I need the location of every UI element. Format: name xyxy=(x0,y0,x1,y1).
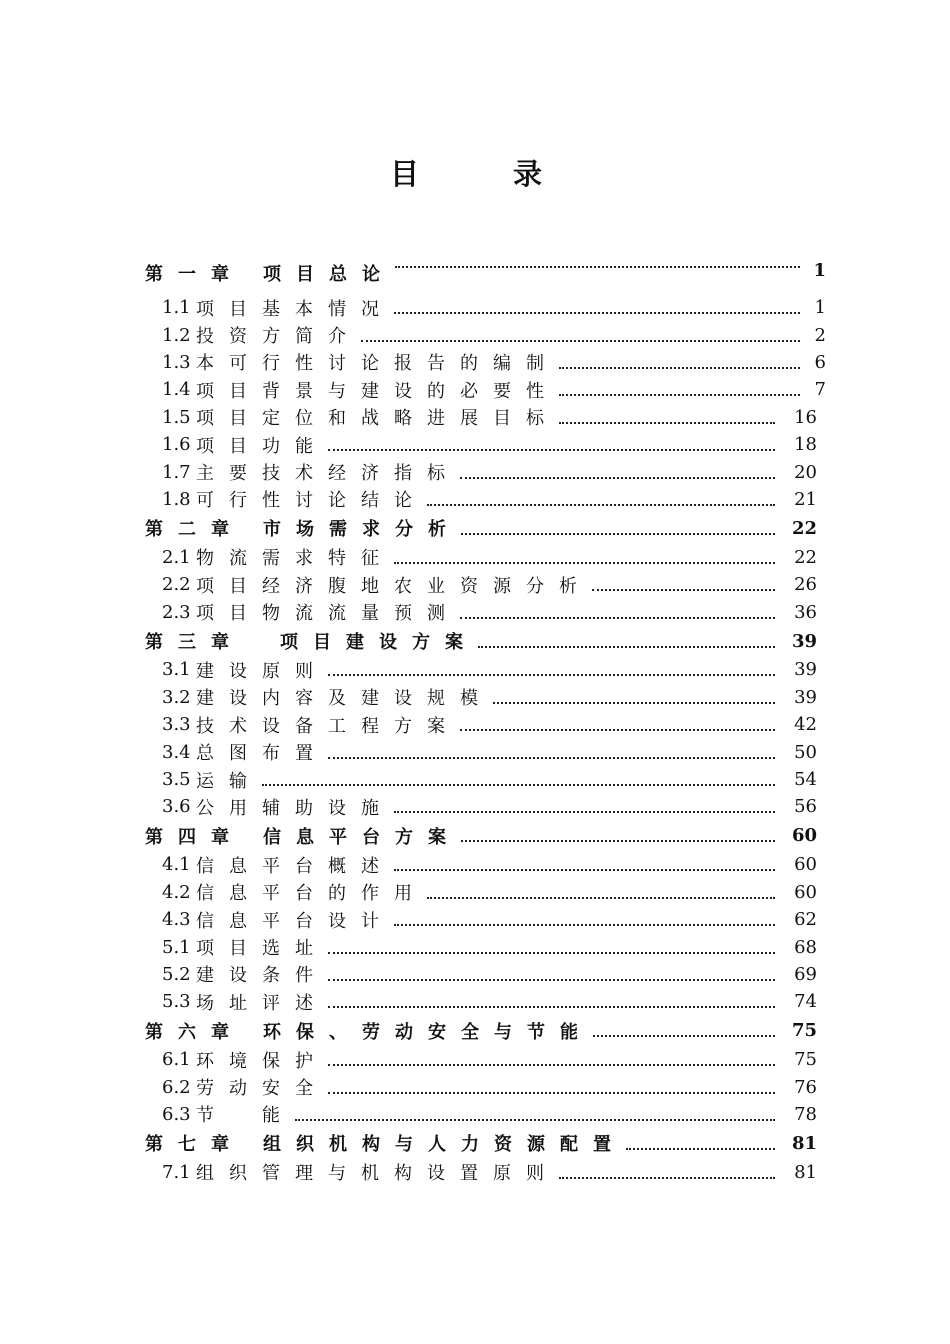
entry-page-number: 81 xyxy=(794,1161,817,1183)
entry-title: 市场需求分析 xyxy=(263,519,461,541)
entry-title: 建设原则 xyxy=(196,660,328,682)
entry-page-number: 60 xyxy=(791,825,817,847)
toc-section-row[interactable] xyxy=(0,879,950,906)
dot-leader xyxy=(394,810,775,813)
dot-leader xyxy=(295,1118,775,1121)
dot-leader xyxy=(592,588,775,591)
entry-number: 第四章 xyxy=(145,826,244,848)
toc-section-row[interactable] xyxy=(0,544,950,571)
entry-title: 环境保护 xyxy=(196,1050,328,1072)
entry-title: 物流需求特征 xyxy=(196,548,394,570)
entry-page-number: 7 xyxy=(814,379,826,401)
entry-title: 信息平台设计 xyxy=(196,910,394,932)
entry-page-number: 76 xyxy=(794,1076,817,1098)
dot-leader xyxy=(328,951,775,954)
entry-page-number: 39 xyxy=(794,686,817,708)
toc-section-row[interactable] xyxy=(0,988,950,1015)
entry-number: 1.3 xyxy=(162,351,191,373)
entry-page-number: 54 xyxy=(794,769,817,791)
toc-section-row[interactable] xyxy=(0,1073,950,1100)
toc-section-row[interactable] xyxy=(0,486,950,513)
entry-title: 主要技术经济指标 xyxy=(196,463,460,485)
entry-page-number: 75 xyxy=(791,1020,817,1042)
entry-page-number: 22 xyxy=(791,517,817,539)
entry-number: 第六章 xyxy=(145,1021,244,1043)
dot-leader xyxy=(262,783,775,786)
dot-leader xyxy=(328,1063,775,1066)
toc-section-row[interactable] xyxy=(0,711,950,738)
entry-page-number: 56 xyxy=(794,796,817,818)
entry-title: 信息平台的作用 xyxy=(196,883,427,905)
entry-number: 3.6 xyxy=(162,796,191,818)
entry-number: 1.8 xyxy=(162,488,191,510)
dot-leader xyxy=(394,868,775,871)
entry-number: 1.7 xyxy=(162,461,191,483)
entry-title: 劳动安全 xyxy=(196,1078,328,1100)
entry-page-number: 50 xyxy=(794,741,817,763)
toc-chapter-row[interactable] xyxy=(0,258,950,294)
entry-title: 投资方简介 xyxy=(196,326,361,348)
toc-chapter-row[interactable] xyxy=(0,1128,950,1159)
entry-number: 4.2 xyxy=(162,881,191,903)
entry-title: 项目物流流量预测 xyxy=(196,603,460,625)
entry-page-number: 60 xyxy=(794,881,817,903)
dot-leader xyxy=(328,756,775,759)
entry-page-number: 36 xyxy=(794,601,817,623)
entry-number: 3.4 xyxy=(162,741,191,763)
page-title: 目 录 xyxy=(389,157,585,191)
entry-number: 1.4 xyxy=(162,379,191,401)
entry-number: 4.1 xyxy=(162,854,191,876)
entry-title: 项目定位和战略进展目标 xyxy=(196,408,559,430)
toc-section-row[interactable] xyxy=(0,933,950,960)
entry-number: 4.3 xyxy=(162,909,191,931)
table-of-contents xyxy=(0,258,950,1186)
toc-section-row[interactable] xyxy=(0,961,950,988)
toc-section-row[interactable] xyxy=(0,571,950,598)
toc-chapter-row[interactable] xyxy=(0,1015,950,1046)
dot-leader xyxy=(361,339,800,342)
entry-number: 6.3 xyxy=(162,1103,191,1125)
entry-page-number: 22 xyxy=(794,546,817,568)
dot-leader xyxy=(461,839,775,842)
toc-section-row[interactable] xyxy=(0,404,950,431)
dot-leader xyxy=(460,616,775,619)
entry-number: 第一章 xyxy=(145,264,244,285)
entry-page-number: 74 xyxy=(794,991,817,1013)
entry-number: 5.1 xyxy=(162,936,191,958)
entry-title: 组织管理与机构设置原则 xyxy=(196,1163,559,1185)
entry-title: 节 能 xyxy=(196,1105,295,1127)
entry-title: 本可行性讨论报告的编制 xyxy=(196,353,559,375)
entry-title: 项目功能 xyxy=(196,435,328,457)
entry-page-number: 20 xyxy=(794,461,817,483)
entry-number: 3.5 xyxy=(162,769,191,791)
entry-page-number: 68 xyxy=(794,936,817,958)
entry-title: 项目建设方案 xyxy=(280,632,478,654)
entry-title: 技术设备工程方案 xyxy=(196,715,460,737)
entry-page-number: 42 xyxy=(794,714,817,736)
dot-leader xyxy=(559,366,800,369)
entry-number: 2.3 xyxy=(162,601,191,623)
entry-title: 公用辅助设施 xyxy=(196,797,394,819)
toc-section-row[interactable] xyxy=(0,321,950,348)
dot-leader xyxy=(559,421,775,424)
dot-leader xyxy=(328,978,775,981)
dot-leader xyxy=(328,1091,775,1094)
entry-page-number: 39 xyxy=(794,659,817,681)
entry-number: 1.2 xyxy=(162,324,191,346)
entry-page-number: 75 xyxy=(794,1049,817,1071)
entry-page-number: 16 xyxy=(794,406,817,428)
dot-leader xyxy=(328,448,775,451)
toc-chapter-row[interactable] xyxy=(0,626,950,657)
entry-title: 项目总论 xyxy=(263,264,395,285)
toc-section-row[interactable] xyxy=(0,598,950,625)
entry-page-number: 81 xyxy=(791,1132,817,1154)
entry-number: 1.1 xyxy=(162,297,191,319)
entry-title: 组织机构与人力资源配置 xyxy=(263,1134,626,1156)
entry-number: 5.2 xyxy=(162,963,191,985)
entry-title: 可行性讨论结论 xyxy=(196,490,427,512)
toc-section-row[interactable] xyxy=(0,1046,950,1073)
dot-leader xyxy=(626,1147,775,1150)
dot-leader xyxy=(593,1034,775,1037)
entry-page-number: 62 xyxy=(794,909,817,931)
toc-section-row[interactable] xyxy=(0,458,950,485)
toc-chapter-row[interactable] xyxy=(0,821,950,852)
entry-page-number: 6 xyxy=(814,351,826,373)
entry-number: 2.1 xyxy=(162,546,191,568)
toc-section-row[interactable] xyxy=(0,738,950,765)
entry-number: 6.1 xyxy=(162,1049,191,1071)
dot-leader xyxy=(478,645,775,648)
dot-leader xyxy=(427,503,775,506)
entry-number: 3.3 xyxy=(162,714,191,736)
dot-leader xyxy=(559,1176,775,1179)
entry-title: 建设条件 xyxy=(196,965,328,987)
entry-page-number: 26 xyxy=(794,574,817,596)
entry-number: 2.2 xyxy=(162,574,191,596)
entry-page-number: 39 xyxy=(791,630,817,652)
dot-leader xyxy=(328,673,775,676)
entry-number: 3.1 xyxy=(162,659,191,681)
toc-section-row[interactable] xyxy=(0,656,950,683)
entry-title: 信息平台概述 xyxy=(196,855,394,877)
entry-page-number: 60 xyxy=(794,854,817,876)
entry-page-number: 18 xyxy=(794,434,817,456)
entry-title: 项目基本情况 xyxy=(196,298,394,320)
entry-number: 第二章 xyxy=(145,519,244,541)
dot-leader xyxy=(493,701,775,704)
dot-leader xyxy=(461,532,775,535)
entry-page-number: 2 xyxy=(814,324,826,346)
entry-page-number: 1 xyxy=(813,260,826,281)
entry-number: 5.3 xyxy=(162,991,191,1013)
dot-leader xyxy=(394,561,775,564)
entry-title: 项目选址 xyxy=(196,938,328,959)
entry-number: 7.1 xyxy=(162,1161,191,1183)
entry-title: 运输 xyxy=(196,770,262,792)
dot-leader xyxy=(427,896,775,899)
dot-leader xyxy=(394,311,800,314)
entry-title: 建设内容及建设规模 xyxy=(196,688,493,710)
entry-title: 信息平台方案 xyxy=(263,826,461,848)
entry-number: 6.2 xyxy=(162,1076,191,1098)
entry-number: 3.2 xyxy=(162,686,191,708)
dot-leader xyxy=(394,923,775,926)
toc-section-row[interactable] xyxy=(0,766,950,793)
dot-leader xyxy=(460,728,775,731)
toc-section-row[interactable] xyxy=(0,793,950,820)
entry-number: 1.5 xyxy=(162,406,191,428)
toc-section-row[interactable] xyxy=(0,684,950,711)
entry-number: 1.6 xyxy=(162,434,191,456)
toc-section-row[interactable] xyxy=(0,349,950,376)
entry-page-number: 21 xyxy=(794,488,817,510)
toc-section-row[interactable] xyxy=(0,906,950,933)
entry-title: 环保、劳动安全与节能 xyxy=(263,1021,593,1043)
entry-title: 项目经济腹地农业资源分析 xyxy=(196,575,592,597)
toc-section-row[interactable] xyxy=(0,376,950,403)
entry-title: 项目背景与建设的必要性 xyxy=(196,380,559,402)
entry-title: 总图布置 xyxy=(196,743,328,765)
entry-number: 第七章 xyxy=(145,1134,244,1156)
toc-section-row[interactable] xyxy=(0,294,950,321)
toc-section-row[interactable] xyxy=(0,1159,950,1186)
entry-number: 第三章 xyxy=(145,632,244,654)
entry-page-number: 78 xyxy=(794,1103,817,1125)
toc-section-row[interactable] xyxy=(0,431,950,458)
dot-leader xyxy=(328,1005,775,1008)
entry-title: 场址评述 xyxy=(196,992,328,1014)
dot-leader xyxy=(460,476,775,479)
entry-page-number: 69 xyxy=(794,963,817,985)
dot-leader xyxy=(559,393,800,396)
toc-section-row[interactable] xyxy=(0,851,950,878)
entry-page-number: 1 xyxy=(814,297,826,319)
dot-leader xyxy=(395,265,800,268)
toc-chapter-row[interactable] xyxy=(0,513,950,544)
toc-section-row[interactable] xyxy=(0,1101,950,1128)
